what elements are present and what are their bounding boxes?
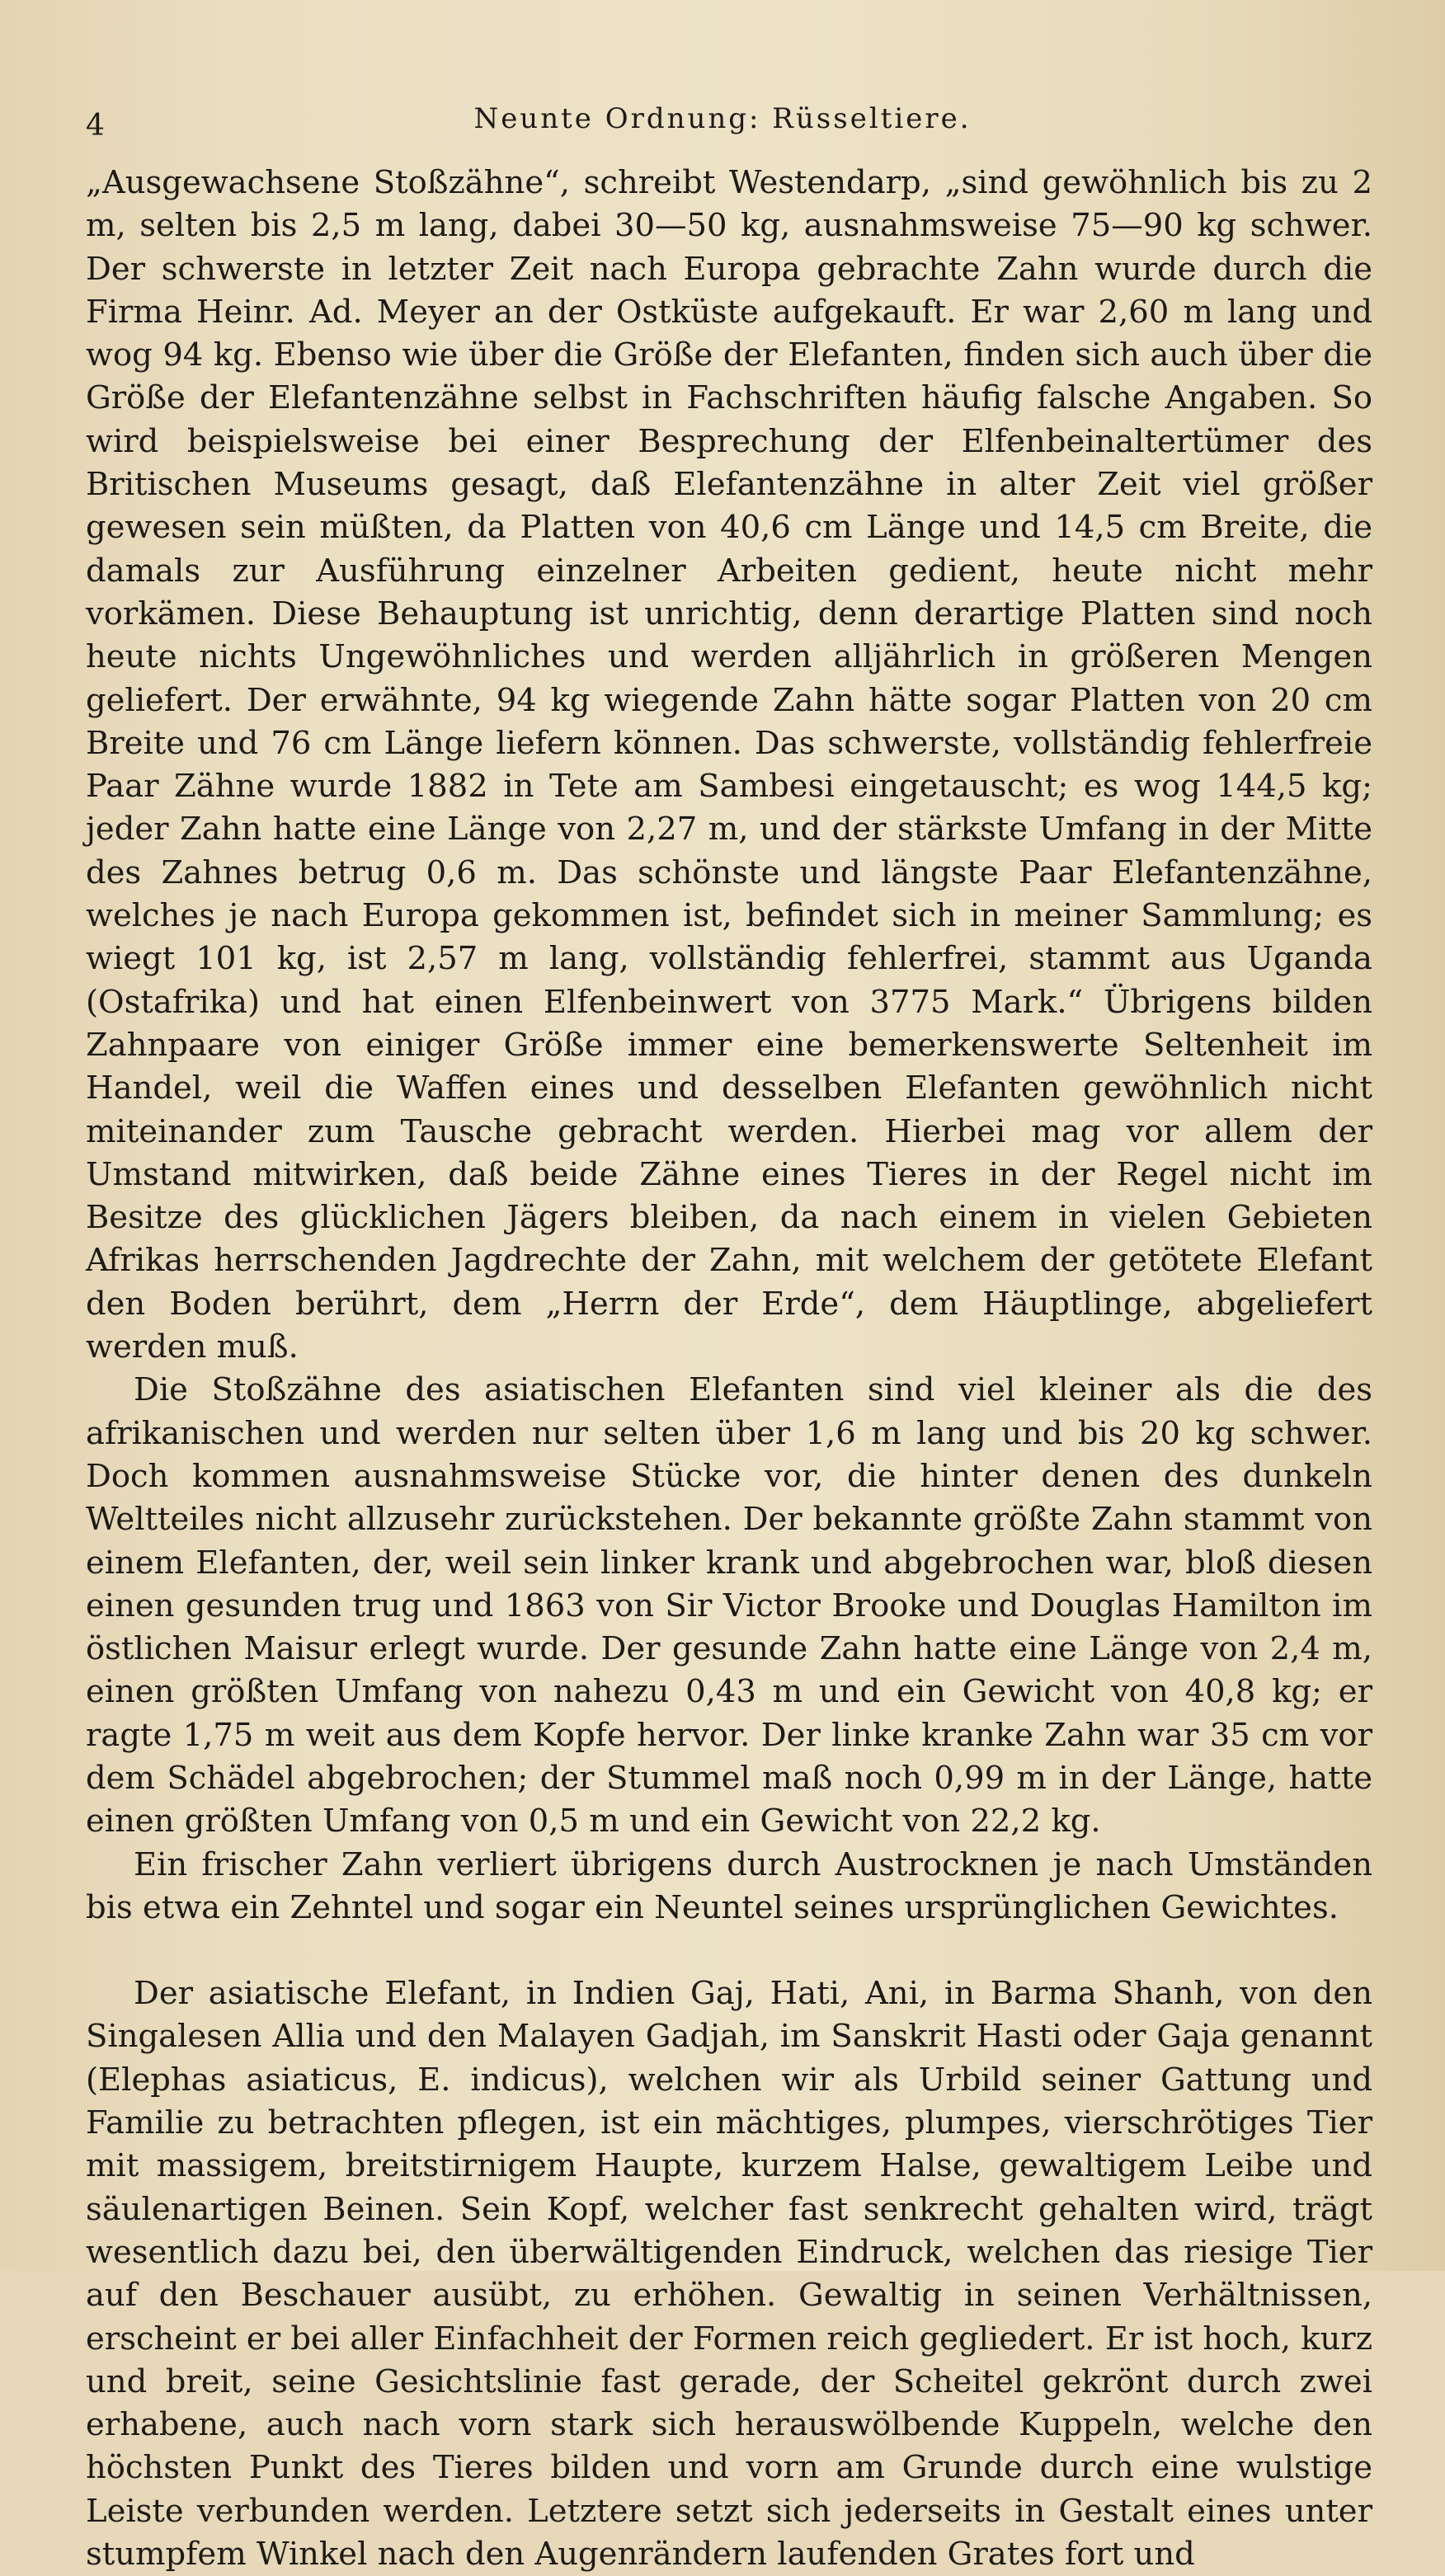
page-number: 4 — [86, 109, 106, 143]
paragraph-asian-tusks: Die Stoßzähne des asiatischen Elefanten sind viel kleiner als die des afrikanischen und werden nur selten über 1,6 m lang und bis 20 kg schwer. Doch kommen ausnahmsweise Stücke vor, die hinter denen des dunkeln Weltteiles nicht allzusehr zurückstehen. Der bekannte größte Zahn stammt von einem Elefanten, der, weil sein linker krank und abgebrochen war, bloß diesen einen gesunden trug und 1863 von Sir Victor Brooke und Douglas Hamilton im östlichen Maisur erlegt wurde. Der gesunde Zahn hatte eine Länge von 2,4 m, einen größten Umfang von nahezu 0,43 m und ein Gewicht von 40,8 kg; er ragte 1,75 m weit aus dem Kopfe hervor. Der linke kranke Zahn war 35 cm vor dem Schädel abgebrochen; der Stummel maß noch 0,99 m in der Länge, hatte einen größten Umfang von 0,5 m und ein Gewicht von 22,2 kg. — [86, 1371, 1372, 1840]
running-title: Neunte Ordnung: Rüsseltiere. — [473, 102, 972, 135]
paragraph-tusk-quote: „Ausgewachsene Stoßzähne“, schreibt Westendarp, „sind gewöhnlich bis zu 2 m, selten bis 2,5 m lang, dabei 30—50 kg, ausnahmsweise 75—90 kg schwer. Der schwerste in letzter Zeit nach Europa gebrachte Zahn wurde durch die Firma Heinr. Ad. Meyer an der Ostküste aufgekauft. Er war 2,60 m lang und wog 94 kg. Ebenso wie über die Größe der Elefanten, finden sich auch über die Größe der Elefantenzähne selbst in Fachschriften häufig falsche Angaben. So wird beispielsweise bei einer Besprechung der Elfenbeinaltertümer des Britischen Museums gesagt, daß Elefantenzähne in alter Zeit viel größer gewesen sein müßten, da Platten von 40,6 cm Länge und 14,5 cm Breite, die damals zur Ausführung einzelner Arbeiten gedient, heute nicht mehr vorkämen. Diese Behauptung ist unrichtig, denn derartige Platten sind noch heute nichts Ungewöhnliches und werden alljährlich in größeren Mengen geliefert. Der erwähnte, 94 kg wiegende Zahn hätte sogar Platten von 20 cm Breite und 76 cm Länge liefern können. Das schwerste, vollständig fehlerfreie Paar Zähne wurde 1882 in Tete am Sambesi eingetauscht; es wog 144,5 kg; jeder Zahn hatte eine Länge von 2,27 m, und der stärkste Umfang in der Mitte des Zahnes betrug 0,6 m. Das schönste und längste Paar Elefantenzähne, welches je nach Europa gekommen ist, befindet sich in meiner Sammlung; es wiegt 101 kg, ist 2,57 m lang, vollständig fehlerfrei, stammt aus Uganda (Ostafrika) und hat einen Elfenbeinwert von 3775 Mark.“ Übrigens bilden Zahnpaare von einiger Größe immer eine bemerkenswerte Seltenheit im Handel, weil die Waffen eines und desselben Elefanten gewöhnlich nicht miteinander zum Tausche gebracht werden. Hierbei mag vor allem der Umstand mitwirken, daß beide Zähne eines Tieres in der Regel nicht im Besitze des glücklichen Jägers bleiben, da nach einem in vielen Gebieten Afrikas herrschenden Jagdrechte der Zahn, mit welchem der getötete Elefant den Boden berührt, dem „Herrn der Erde“, dem Häuptlinge, abgeliefert werden muß. — [86, 164, 1372, 1366]
page-body — [86, 162, 1372, 2576]
paragraph-tusk-drying: Ein frischer Zahn verliert übrigens durch Austrocknen je nach Umständen bis etwa ein Zehntel und sogar ein Neuntel seines ursprünglichen Gewichtes. — [86, 1845, 1372, 1926]
paragraph-asian-elephant: Der asiatische Elefant, in Indien Gaj, Hati, Ani, in Barma Shanh, von den Singalesen Allia und den Malayen Gadjah, im Sanskrit Hasti oder Gaja genannt (Elephas asiaticus, E. indicus), welchen wir als Urbild seiner Gattung und Familie zu betrachten pflegen, ist ein mächtiges, plumpes, vierschrötiges Tier mit massigem, breitstirnigem Haupte, kurzem Halse, gewaltigem Leibe und säulenartigen Beinen. Sein Kopf, welcher fast senkrecht gehalten wird, trägt wesentlich dazu bei, den überwältigenden Eindruck, welchen das riesige Tier auf den Beschauer ausübt, zu erhöhen. Gewaltig in seinen Verhältnissen, erscheint er bei aller Einfachheit der Formen reich gegliedert. Er ist hoch, kurz und breit, seine Gesichtslinie fast gerade, der Scheitel gekrönt durch zwei erhabene, auch nach vorn stark sich herauswölbende Kuppeln, welche den höchsten Punkt des Tieres bilden und vorn am Grunde durch eine wulstige Leiste verbunden werden. Letztere setzt sich jederseits in Gestalt eines unter stumpfem Winkel nach den Augenrändern laufenden Grates fort und — [86, 1975, 1372, 2574]
section-gap — [86, 1930, 1372, 1972]
